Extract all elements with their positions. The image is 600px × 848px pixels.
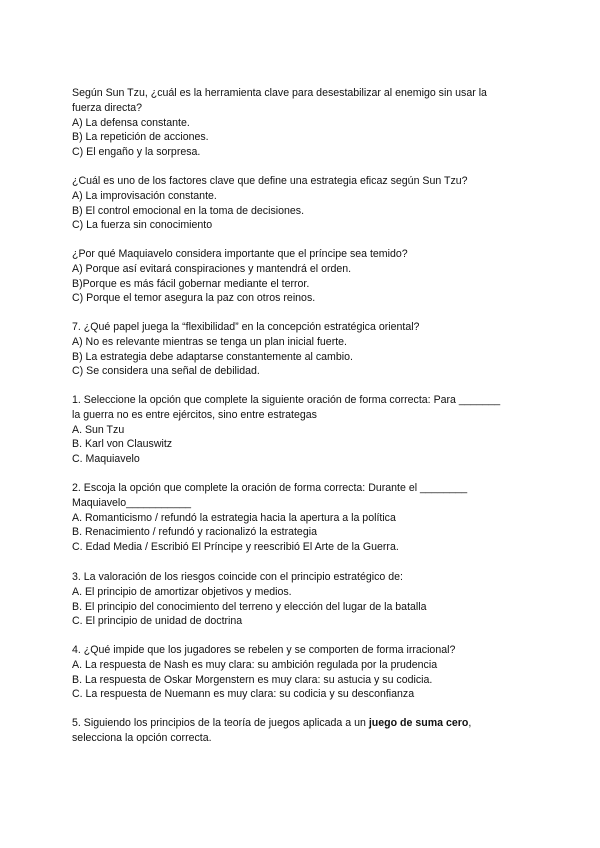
question-text-suffix: , xyxy=(468,717,472,729)
answer-option: A. Sun Tzu xyxy=(72,423,125,436)
answer-option: B. Renacimiento / refundó y racionalizó la estrategia xyxy=(72,526,317,539)
answer-option: C) Se considera una señal de debilidad. xyxy=(72,365,260,378)
answer-option: A) La defensa constante. xyxy=(72,116,190,129)
question-text-prefix: 5. Siguiendo los principios de la teoría de juegos aplicada a un xyxy=(72,717,369,729)
answer-option: B) La estrategia debe adaptarse constantemente al cambio. xyxy=(72,350,353,363)
question-block xyxy=(72,393,542,467)
answer-option: B) La repetición de acciones. xyxy=(72,131,209,144)
answer-option: C. Maquiavelo xyxy=(72,453,140,466)
question-block xyxy=(72,481,542,555)
answer-option: B) El control emocional en la toma de decisiones. xyxy=(72,204,305,217)
answer-option: B)Porque es más fácil gobernar mediante el terror. xyxy=(72,277,310,290)
question-block xyxy=(72,570,542,629)
question-block xyxy=(72,716,542,746)
question-text xyxy=(72,716,542,731)
answer-option: C. El principio de unidad de doctrina xyxy=(72,615,243,628)
answer-option: A) No es relevante mientras se tenga un plan inicial fuerte. xyxy=(72,335,347,348)
answer-option: C. Edad Media / Escribió El Príncipe y reescribió El Arte de la Guerra. xyxy=(72,541,399,554)
answer-option: B. El principio del conocimiento del terreno y elección del lugar de la batalla xyxy=(72,600,427,613)
question-text: 7. ¿Qué papel juega la “flexibilidad” en la concepción estratégica oriental? xyxy=(72,321,420,333)
question-text: 3. La valoración de los riesgos coincide con el principio estratégico de: xyxy=(72,571,403,583)
answer-option: C) La fuerza sin conocimiento xyxy=(72,219,213,232)
question-text: 4. ¿Qué impide que los jugadores se rebelen y se comporten de forma irracional? xyxy=(72,644,456,656)
answer-option: C) El engaño y la sorpresa. xyxy=(72,146,201,159)
answer-option: A. Romanticismo / refundó la estrategia hacia la apertura a la política xyxy=(72,511,396,524)
answer-option: C. La respuesta de Nuemann es muy clara: su codicia y su desconfianza xyxy=(72,688,415,701)
question-text: Según Sun Tzu, ¿cuál es la herramienta clave para desestabilizar al enemigo sin usar la xyxy=(72,87,487,99)
question-block xyxy=(72,320,542,379)
question-text: fuerza directa? xyxy=(72,101,143,114)
answer-option: B. La respuesta de Oskar Morgenstern es muy clara: su astucia y su codicia. xyxy=(72,673,433,686)
question-text: la guerra no es entre ejércitos, sino entre estrategas xyxy=(72,408,317,421)
question-text: 2. Escoja la opción que complete la oración de forma correcta: Durante el ________ xyxy=(72,482,468,494)
question-text: 1. Seleccione la opción que complete la siguiente oración de forma correcta: Para _______ xyxy=(72,394,501,406)
question-block xyxy=(72,643,542,702)
answer-option: A. La respuesta de Nash es muy clara: su ambición regulada por la prudencia xyxy=(72,658,438,671)
question-block xyxy=(72,86,542,160)
question-text: ¿Cuál es uno de los factores clave que define una estrategia eficaz según Sun Tzu? xyxy=(72,175,468,187)
question-block xyxy=(72,247,542,306)
answer-option: C) Porque el temor asegura la paz con otros reinos. xyxy=(72,292,316,305)
answer-option: A) La improvisación constante. xyxy=(72,189,217,202)
question-text: ¿Por qué Maquiavelo considera importante que el príncipe sea temido? xyxy=(72,248,408,260)
question-block xyxy=(72,174,542,233)
answer-option: A) Porque así evitará conspiraciones y mantendrá el orden. xyxy=(72,262,352,275)
answer-option: A. El principio de amortizar objetivos y medios. xyxy=(72,585,292,598)
question-text: Maquiavelo___________ xyxy=(72,496,191,509)
answer-option: B. Karl von Clauswitz xyxy=(72,438,173,451)
question-text: selecciona la opción correcta. xyxy=(72,731,212,744)
bold-term: juego de suma cero xyxy=(368,717,469,729)
